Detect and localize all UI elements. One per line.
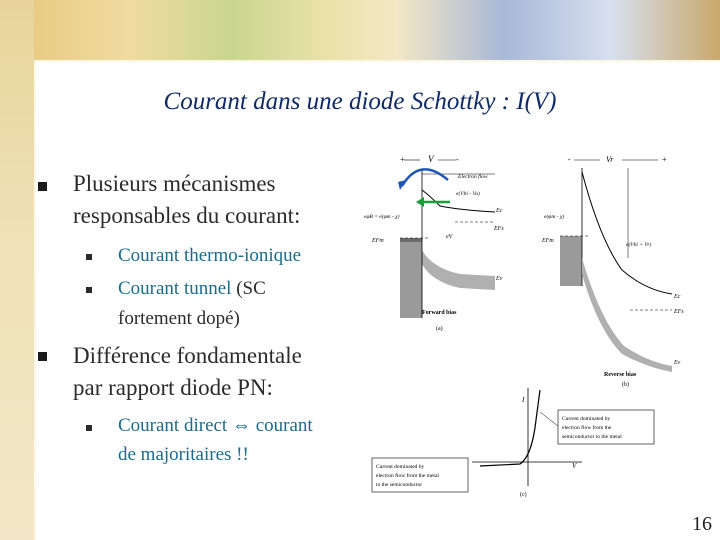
tunnel-note: (SC xyxy=(231,278,266,299)
b-label: (b) xyxy=(622,382,629,388)
bullet-2-line-2: par rapport diode PN: xyxy=(73,375,273,400)
b-top-minus: - xyxy=(568,155,571,164)
slide-title: Courant dans une diode Schottky : I(V) xyxy=(163,88,557,115)
a-Ev: Ev xyxy=(496,276,503,282)
page-number: 16 xyxy=(692,513,712,535)
bullet-1-line-2: responsables du courant: xyxy=(73,203,301,228)
sub-bullet-tunnel xyxy=(118,275,266,303)
double-arrow-icon: ⇔ xyxy=(231,415,251,436)
sub-bullet-square-icon xyxy=(86,254,92,260)
a-Ev-band xyxy=(422,250,495,290)
a-caption: Forward bias xyxy=(422,310,457,316)
band-diagram-figure xyxy=(360,150,700,500)
background-decoration-top xyxy=(0,0,720,60)
b-metal-block xyxy=(560,236,582,286)
c-V-label: V xyxy=(572,462,577,470)
c-box1-line3: semiconductor to the metal xyxy=(562,434,622,440)
panel-b-reverse-bias xyxy=(541,155,684,388)
a-metal-block xyxy=(400,238,422,318)
b-Ev-band xyxy=(582,258,672,372)
panel-c-iv-curve xyxy=(372,388,654,498)
sub-bullet-thermionic: Courant thermo-ionique xyxy=(118,245,302,266)
sub-bullet-square-icon xyxy=(86,287,92,293)
b-Ev: Ev xyxy=(674,360,681,366)
a-label: (a) xyxy=(436,326,443,332)
electron-flow-blue-arc xyxy=(402,169,448,186)
a-barrier: e(Vbi - Va) xyxy=(456,191,480,197)
sub-bullet-direct-current-line-2: de majoritaires !! xyxy=(118,444,249,465)
panel-a-forward-bias xyxy=(364,154,504,332)
b-V-label: Vr xyxy=(606,155,614,164)
c-iv-curve xyxy=(480,390,540,466)
a-EFs: EFs xyxy=(494,226,504,232)
c-box1-line2: electron flow from the xyxy=(562,425,612,431)
a-eV: eV xyxy=(446,234,453,240)
c-label: (c) xyxy=(520,492,527,498)
tunnel-label: Courant tunnel xyxy=(118,278,232,299)
c-box2-line3: to the semiconductor xyxy=(376,482,423,488)
sub-bullet-direct-current xyxy=(118,412,313,440)
direct-current-label-2: courant xyxy=(250,415,313,436)
a-electron-flow: Electron flow xyxy=(458,174,488,180)
b-top-plus: + xyxy=(662,155,667,164)
sub-bullet-tunnel-line-2: fortement dopé) xyxy=(118,308,240,329)
a-Ec: Ec xyxy=(496,208,503,214)
a-phi: eφB = e(φm - χ) xyxy=(364,214,400,220)
c-box1-line1: Current dominated by xyxy=(562,416,611,422)
direct-current-label: Courant direct xyxy=(118,415,232,436)
a-top-plus: + xyxy=(400,155,405,164)
b-Ec-curve xyxy=(582,172,672,294)
b-EFm: EFm xyxy=(542,238,554,244)
c-box2-line1: Current dominated by xyxy=(376,464,425,470)
bullet-square-icon xyxy=(38,182,47,191)
b-caption: Reverse bias xyxy=(604,372,637,378)
b-barrier: e(φm - χ) xyxy=(544,214,565,220)
a-EFm: EFm xyxy=(372,238,384,244)
b-Ec: Ec xyxy=(674,294,681,300)
bullet-2-line-1: Différence fondamentale xyxy=(73,343,302,368)
c-box2-line2: electron flow from the metal xyxy=(376,473,439,479)
sub-bullet-square-icon xyxy=(86,425,92,431)
bullet-1-line-1: Plusieurs mécanismes xyxy=(73,171,276,196)
bullet-square-icon xyxy=(38,352,47,361)
b-EFs: EFs xyxy=(674,309,684,315)
a-top-minus: - xyxy=(456,155,459,164)
background-decoration-left xyxy=(0,0,34,540)
c-I-label: I xyxy=(522,396,525,404)
b-vbi: e(Vbi + Vr) xyxy=(626,242,652,248)
a-V-label: V xyxy=(428,154,434,164)
